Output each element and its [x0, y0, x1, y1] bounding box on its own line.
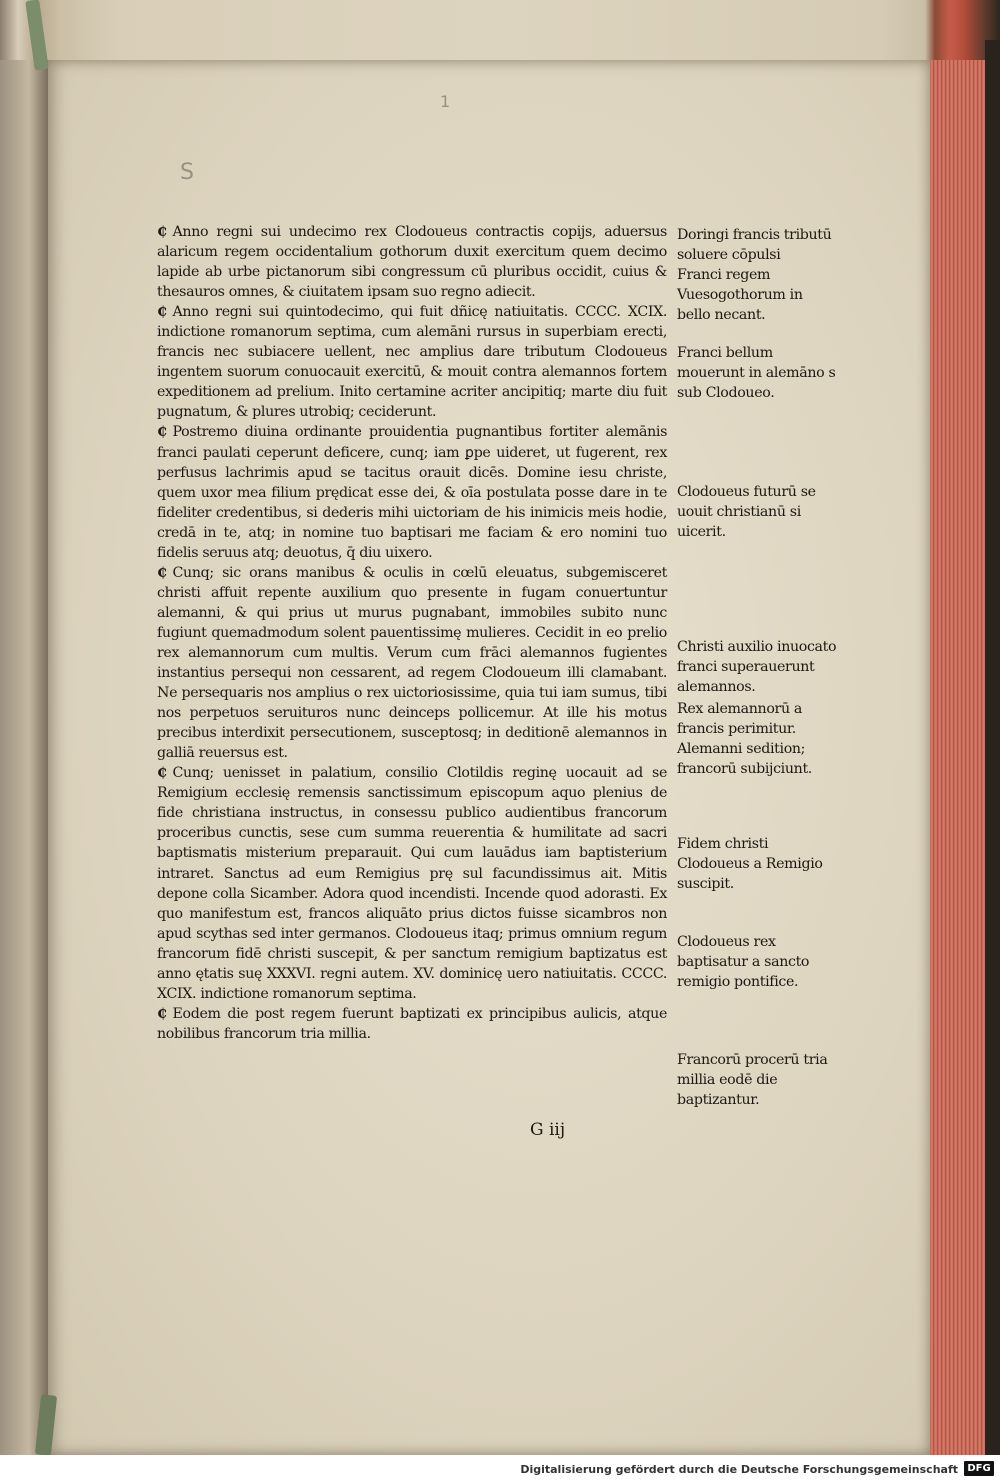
marginal-note-text: Clodoueus futurū se uouit christianū si uicerit. — [677, 484, 816, 541]
left-leaf — [0, 60, 48, 1455]
main-text-block — [157, 222, 667, 1044]
marginal-note — [677, 637, 837, 697]
paragraph-text: Cunq; sic orans manibus & oculis in cœlū eleuatus, subgemisceret christi affuit repente auxilium quo presente in fugam conuertuntur alemanni, & qui prius ut murus pugnabant, immobiles subito nunc fugiunt quemadmodum solent pauentissimę mulieres. Cecidit in eo prelio rex alemannorum cum multis. Verum cum frāci alemannos fugientes instantius persequi non cessarent, ad regem Clodoueum illi clamabant. Ne persequaris nos amplius o rex uictoriosissime, quia tui iam sumus, tibi nos perpetuos seruituros nunc deinceps pollicemur. At ille his motus precibus interdixit persecutionem, susceptosq; in deditionē alemannos in galliā reuersus est. — [157, 564, 667, 762]
marginal-note — [677, 482, 837, 542]
pilcrow-icon: ₵ — [157, 1005, 167, 1022]
paragraph-text: Anno regni sui undecimo rex Clodoueus contractis copijs, aduersus alaricum regem occidentalium gothorum duxit exercitum quem decimo lapide ab urbe pictanorum sibi congressum cū pluribus occidit, cuius & thesauros omnes, & ciuitatem ipsam suo regno adiecit. — [157, 224, 667, 301]
paragraph — [157, 563, 667, 763]
pilcrow-icon: ₵ — [157, 424, 167, 441]
paragraph — [157, 302, 667, 422]
marginal-note — [677, 834, 837, 894]
footer-bar — [0, 1455, 1000, 1483]
paragraph — [157, 222, 667, 302]
signature-mark: G iij — [530, 1120, 566, 1140]
paragraph — [157, 1004, 667, 1044]
pilcrow-icon: ₵ — [157, 564, 167, 581]
marginal-note-text: Fidem christi Clodoueus a Remigio suscipit. — [677, 836, 823, 893]
marginal-note-text: Clodoueus rex baptisatur a sancto remigio pontifice. — [677, 934, 810, 991]
book-cover-edge — [985, 40, 1000, 1455]
paragraph-text: Anno regni sui quintodecimo, qui fuit dñicę natiuitatis. CCCC. XCIX. indictione romanorum septima, cum alemāni rursus in superbiam erecti, francis nec subiacere uellent, nec amplius dare tributum Clodoueus ingentem suorum conuocauit exercitū, & mouit contra alemannos fortem expeditionem ad prelium. Inito certamine acriter ancipitiq; marte diu fuit pugnatum, & plures utrobiq; ceciderunt. — [157, 304, 667, 421]
marginal-note-text: Doringi francis tributū soluere cōpulsi Franci regem Vuesogothorum in bello necant. — [677, 227, 832, 324]
pilcrow-icon: ₵ — [157, 765, 167, 782]
marginal-note-text: Christi auxilio inuocato franci superauerunt alemannos. — [677, 639, 837, 696]
paragraph-text: Postremo diuina ordinante prouidentia pugnantibus fortiter alemānis franci paulati ceperunt deficere, cunq; iam ꝑpe uideret, ut fugerent, rex perfusus lachrimis apud se tacitus orauit dicēs. Domine iesu christe, quem uxor mea filium prędicat esse dei, & oīa postulata posse dare in te fideliter credentibus, si dederis mihi uictoriam de his inimicis meis hodie, credā in te, atq; in nomine tuo baptisari me faciam & ero nomini tuo fidelis seruus atq; deuotus, q̄ diu uixero. — [157, 424, 667, 561]
marginal-note — [677, 699, 837, 739]
pilcrow-icon: ₵ — [157, 224, 167, 240]
pencil-mark-s: S — [180, 160, 194, 185]
marginal-note-text: Rex alemannorū a francis perimitur. — [677, 701, 802, 738]
marginal-note-text: Alemanni sedition; francorū subijciunt. — [677, 741, 812, 778]
marginal-note-text: Franci bellum mouerunt in alemāno s sub Clodoueo. — [677, 345, 836, 402]
marginal-note — [677, 225, 837, 325]
paragraph — [157, 422, 667, 562]
paragraph-text: Cunq; uenisset in palatium, consilio Clotildis reginę uocauit ad se Remigium ecclesię remensis sanctissimum episcopum aquo plenius de fide christiana instructus, in consessu publico audientibus francorum proceribus cunctis, sese cum summa reuerentia & humilitate ad sacri baptismatis misterium preparauit. Qui cum lauādus iam baptisterium intraret. Sanctus ad eum Remigius prę sul facundissimus ait. Mitis depone colla Sicamber. Adora quod incendisti. Incende quod adorasti. Ex quo manifestum est, francos aliquātо prius dictos fuisse sicambros non apud scythas sed inter germanos. Clodoueus itaq; primus omnium regum francorum fidē christi suscepit, & per sanctum remigium baptizatus est anno ętatis suę XXXVI. regni autem. XV. dominicę uero natiuitatis. CCCC. XCIX. indictione romanorum septima. — [157, 765, 667, 1002]
pilcrow-icon: ₵ — [157, 304, 167, 321]
footer-credit: Digitalisierung gefördert durch die Deutsche Forschungsgemeinschaft — [520, 1463, 958, 1476]
marginal-note-text: Francorū procerū tria millia eodē die baptizantur. — [677, 1052, 828, 1109]
pencil-mark-1: 1 — [440, 92, 451, 111]
dfg-logo-icon: DFG — [964, 1461, 994, 1476]
paragraph-text: Eodem die post regem fuerunt baptizati ex principibus aulicis, atque nobilibus francorum tria millia. — [157, 1005, 667, 1042]
marginal-note — [677, 343, 837, 403]
marginal-note — [677, 1050, 837, 1110]
paragraph — [157, 763, 667, 1004]
marginal-note — [677, 739, 837, 779]
marginal-note — [677, 932, 837, 992]
